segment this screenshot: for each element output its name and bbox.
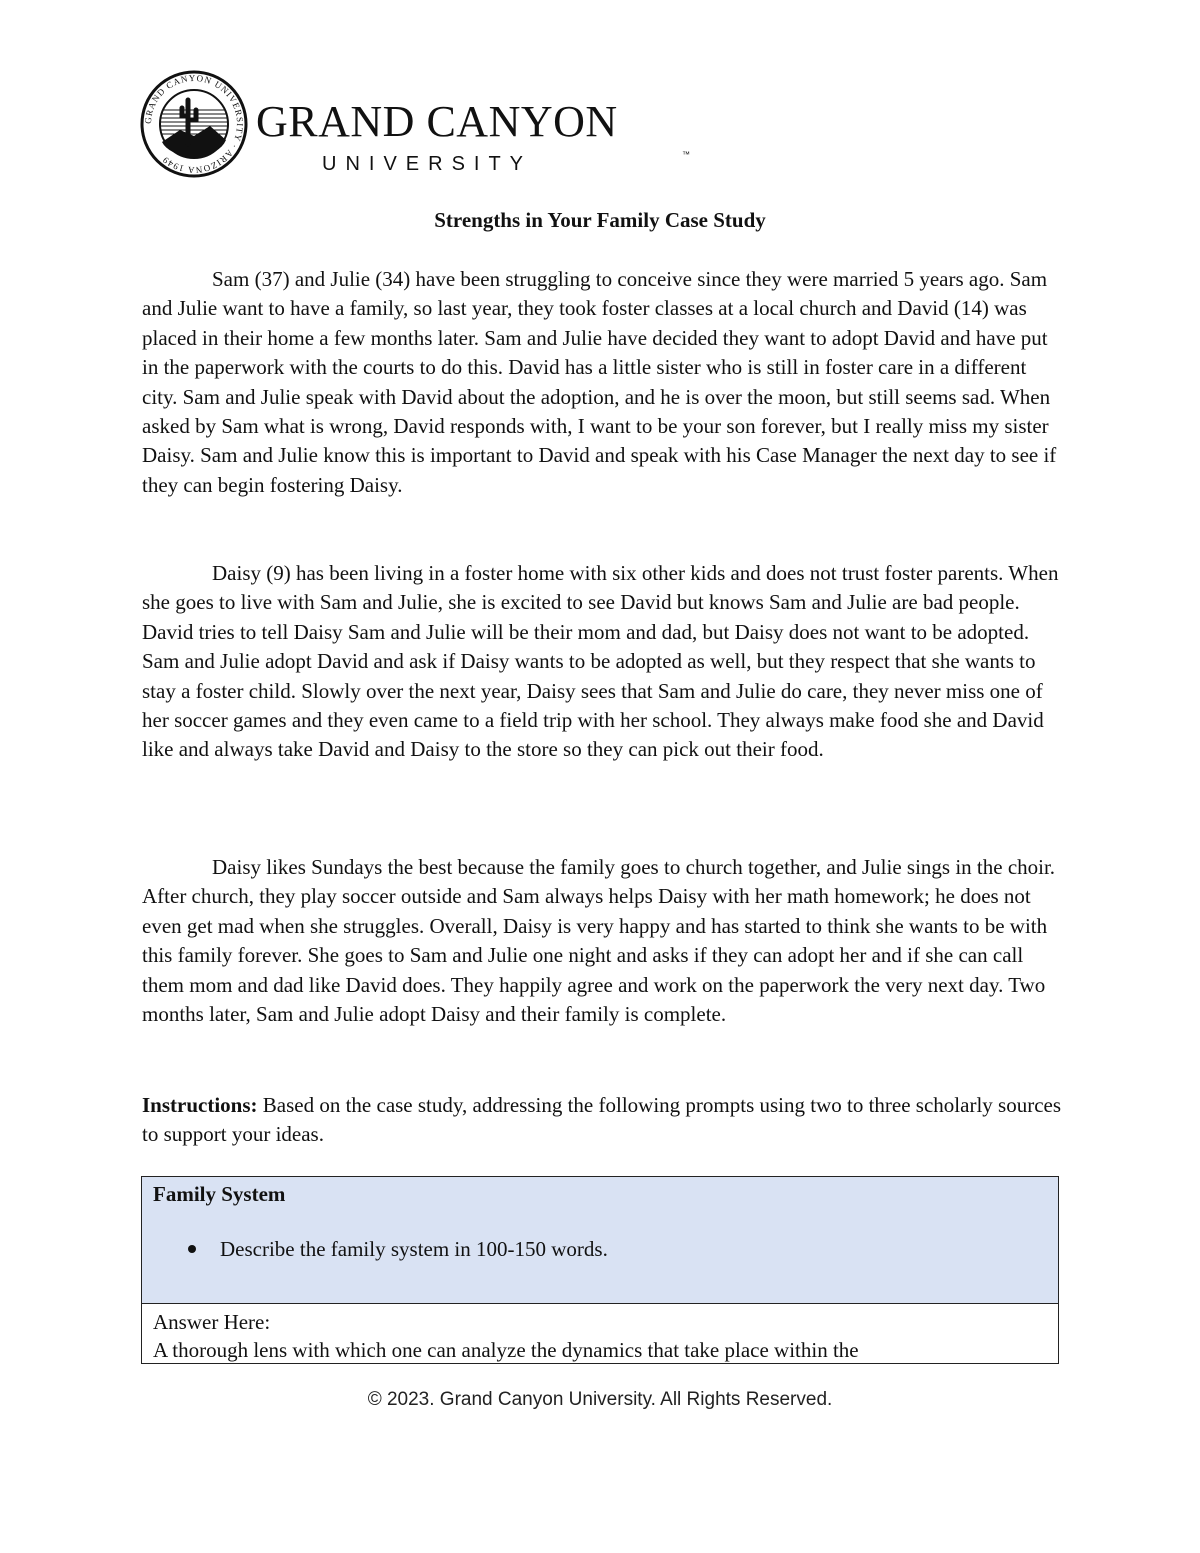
document-title: Strengths in Your Family Case Study xyxy=(434,208,766,232)
prompt-bullet xyxy=(188,1237,608,1262)
instructions-label: Instructions: xyxy=(142,1093,258,1117)
case-paragraph-2 xyxy=(142,559,1062,794)
prompt-bullet-text: Describe the family system in 100-150 words. xyxy=(220,1237,608,1261)
copyright-footer: © 2023. Grand Canyon University. All Rights Reserved. xyxy=(367,1389,833,1410)
paragraph-text: Daisy (9) has been living in a foster home with six other kids and does not trust foster parents. When she goes to live with Sam and Julie, she is excited to see David but knows Sam and Julie are bad people. David tries to tell Daisy Sam and Julie will be their mom and dad, but Daisy does not want to be adopted. Sam and Julie adopt David and ask if Daisy wants to be adopted as well, but they respect that she wants to stay a foster child. Slowly over the next year, Daisy sees that Sam and Julie do care, they never miss one of her soccer games and they even came to a field trip with her school. They always make food she and David like and always take David and Daisy to the store so they can pick out their food. xyxy=(142,561,1059,762)
logo-trademark: ™ xyxy=(682,150,690,159)
instructions-text: Based on the case study, addressing the following prompts using two to three scholarly sources to support your ideas. xyxy=(142,1093,1062,1147)
answer-label: Answer Here: xyxy=(153,1310,271,1334)
answer-text: A thorough lens with which one can analyze the dynamics that take place within the xyxy=(153,1338,859,1362)
university-logo xyxy=(140,70,690,180)
paragraph-text: Daisy likes Sundays the best because the family goes to church together, and Julie sings in the choir. After church, they play soccer outside and Sam always helps Daisy with her math homework; he does not even get mad when she struggles. Overall, Daisy is very happy and has started to think she wants to be with this family forever. She goes to Sam and Julie one night and asks if they can adopt her and if she can call them mom and dad like David does. They happily agree and work on the paperwork the very next day. Two months later, Sam and Julie adopt Daisy and their family is complete. xyxy=(142,855,1056,1027)
case-paragraph-1 xyxy=(142,265,1062,530)
family-system-table xyxy=(141,1176,1059,1364)
bullet-icon xyxy=(188,1245,196,1253)
seal-text: GRAND CANYON UNIVERSITY · ARIZONA 1949 xyxy=(142,72,246,176)
prompt-cell xyxy=(142,1177,1058,1304)
university-seal-icon xyxy=(140,70,248,178)
instructions xyxy=(142,1091,1062,1150)
paragraph-text: Sam (37) and Julie (34) have been struggling to conceive since they were married 5 years ago. Sam and Julie want to have a family, so last year, they took foster classes at a local church and David (14) was placed in their home a few months later. Sam and Julie have decided they want to adopt David and have put in the paperwork with the courts to do this. David has a little sister who is still in foster care in a different city. Sam and Julie speak with David about the adoption, and he is over the moon, but still seems sad. When asked by Sam what is wrong, David responds with, I want to be your son forever, but I really miss my sister Daisy. Sam and Julie know this is important to David and speak with his Case Manager the next day to see if they can begin fostering Daisy. xyxy=(142,267,1057,497)
logo-name-line2: UNIVERSITY xyxy=(322,153,533,175)
logo-name-line1: GRAND CANYON xyxy=(256,97,618,146)
prompt-heading: Family System xyxy=(153,1182,286,1206)
case-paragraph-3 xyxy=(142,853,1062,1059)
